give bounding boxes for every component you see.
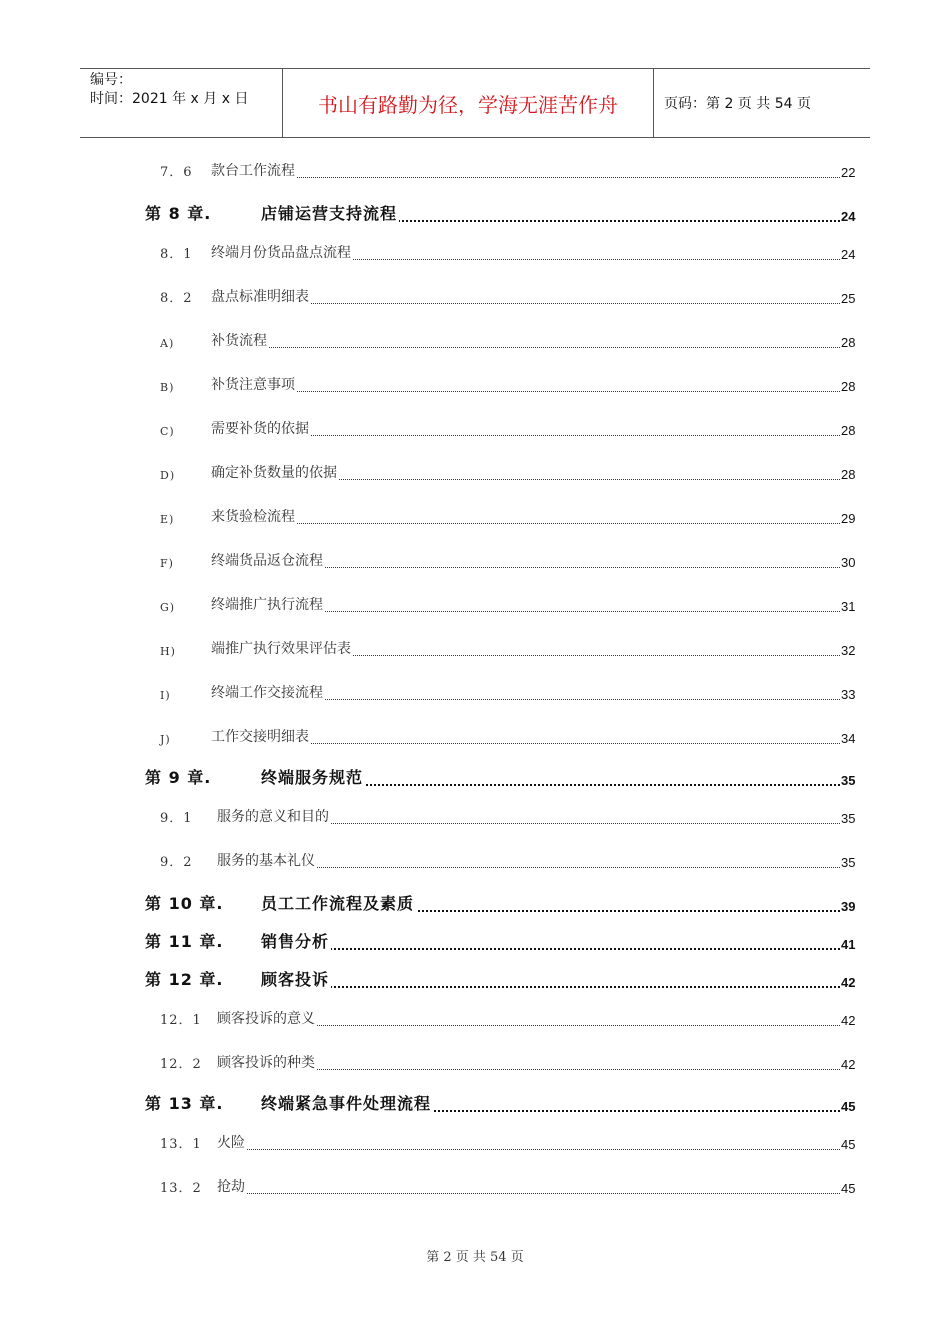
toc-entry-page: 28: [841, 423, 856, 438]
toc-entry-page: 35: [841, 855, 856, 870]
toc-entry-number: A): [160, 337, 175, 350]
page-footer: 第 2 页 共 54 页: [426, 1250, 524, 1265]
toc-entry-page: 33: [841, 687, 856, 702]
toc-entry-title: 补货流程: [211, 330, 269, 350]
toc-entry-page: 25: [841, 291, 856, 306]
toc-entry-title: 顾客投诉: [261, 967, 331, 990]
header-motto: 书山有路勤为径，学海无涯苦作舟: [282, 69, 654, 137]
toc-entry[interactable]: [0, 1176, 950, 1198]
toc-leader-dots: [211, 523, 840, 524]
toc-entry[interactable]: [0, 374, 950, 396]
toc-entry-title: 销售分析: [261, 929, 331, 952]
toc-entry-title: 端推广执行效果评估表: [211, 638, 353, 658]
toc-entry[interactable]: [0, 768, 950, 790]
toc-entry-number: 8．2: [160, 291, 193, 306]
toc-entry-page: 41: [841, 937, 856, 952]
toc-entry-page: 45: [841, 1137, 856, 1152]
toc-entry-page: 24: [841, 247, 856, 262]
toc-entry-title: 盘点标准明细表: [211, 286, 311, 306]
toc-entry-number: 9．1: [160, 811, 193, 826]
toc-entry-title: 店铺运营支持流程: [261, 201, 399, 224]
toc-entry-title: 终端月份货品盘点流程: [211, 242, 353, 262]
toc-entry-page: 35: [841, 773, 856, 788]
toc-entry[interactable]: [0, 242, 950, 264]
toc-leader-dots: [261, 986, 840, 988]
header-number-label: 编号：: [90, 72, 132, 88]
toc-entry-title: 终端推广执行流程: [211, 594, 325, 614]
toc-entry-title: 需要补货的依据: [211, 418, 311, 438]
toc-entry[interactable]: [0, 806, 950, 828]
toc-entry-title: 补货注意事项: [211, 374, 297, 394]
toc-entry-number: 13．1: [160, 1137, 202, 1152]
toc-entry-page: 31: [841, 599, 856, 614]
toc-entry-title: 工作交接明细表: [211, 726, 311, 746]
toc-entry-number: 8．1: [160, 247, 193, 262]
toc-entry-number: 12．2: [160, 1057, 202, 1072]
header-time-label: 时间：2021 年 x 月 x 日: [90, 91, 249, 107]
toc-entry-number: I): [160, 689, 171, 702]
toc-entry-title: 顾客投诉的种类: [217, 1052, 317, 1072]
toc-entry-number: F): [160, 557, 174, 570]
toc-entry-title: 终端货品返仓流程: [211, 550, 325, 570]
toc-entry-number: B): [160, 381, 175, 394]
toc-leader-dots: [217, 1149, 840, 1150]
toc-entry[interactable]: [0, 894, 950, 916]
toc-entry[interactable]: [0, 1132, 950, 1154]
toc-entry-page: 45: [841, 1181, 856, 1196]
toc-entry[interactable]: [0, 1052, 950, 1074]
toc-entry[interactable]: [0, 286, 950, 308]
toc-entry-number: C): [160, 425, 175, 438]
toc-entry[interactable]: [0, 594, 950, 616]
toc-leader-dots: [217, 1193, 840, 1194]
toc-entry[interactable]: [0, 638, 950, 660]
toc-leader-dots: [211, 391, 840, 392]
toc-leader-dots: [211, 177, 840, 178]
toc-entry[interactable]: [0, 418, 950, 440]
toc-entry-page: 45: [841, 1099, 856, 1114]
toc-entry-title: 确定补货数量的依据: [211, 462, 339, 482]
toc-entry[interactable]: [0, 682, 950, 704]
toc-leader-dots: [261, 948, 840, 950]
toc-entry-title: 服务的意义和目的: [217, 806, 331, 826]
toc-entry-number: 第 9 章.: [145, 768, 212, 787]
toc-entry-number: 9．2: [160, 855, 193, 870]
toc-entry-page: 30: [841, 555, 856, 570]
toc-entry-page: 24: [841, 209, 856, 224]
toc-entry-number: 第 13 章.: [145, 1094, 224, 1113]
toc-entry-number: J): [160, 733, 171, 746]
toc-entry-title: 火险: [217, 1132, 247, 1152]
toc-entry-number: D): [160, 469, 176, 482]
toc-entry-number: 13．2: [160, 1181, 202, 1196]
toc-entry-page: 42: [841, 1013, 856, 1028]
toc-entry-number: 12．1: [160, 1013, 202, 1028]
toc-entry-number: 第 12 章.: [145, 970, 224, 989]
toc-entry-number: 7．6: [160, 165, 193, 180]
toc-entry[interactable]: [0, 970, 950, 992]
toc-entry-title: 终端服务规范: [261, 765, 365, 788]
toc-entry[interactable]: [0, 160, 950, 182]
toc-entry-title: 抢劫: [217, 1176, 247, 1196]
toc-entry-number: 第 11 章.: [145, 932, 224, 951]
toc-entry[interactable]: [0, 932, 950, 954]
toc-entry-page: 42: [841, 975, 856, 990]
toc-entry[interactable]: [0, 550, 950, 572]
toc-entry-title: 终端紧急事件处理流程: [261, 1091, 433, 1114]
toc-entry[interactable]: [0, 462, 950, 484]
toc-entry-title: 服务的基本礼仪: [217, 850, 317, 870]
toc-entry-page: 32: [841, 643, 856, 658]
toc-entry[interactable]: [0, 506, 950, 528]
toc-entry-number: 第 8 章.: [145, 204, 212, 223]
toc-entry-title: 顾客投诉的意义: [217, 1008, 317, 1028]
toc-entry-page: 34: [841, 731, 856, 746]
toc-entry[interactable]: [0, 1094, 950, 1116]
toc-entry-number: E): [160, 513, 175, 526]
toc-entry-page: 42: [841, 1057, 856, 1072]
toc-entry-title: 来货验检流程: [211, 506, 297, 526]
toc-entry-number: 第 10 章.: [145, 894, 224, 913]
toc-entry[interactable]: [0, 330, 950, 352]
toc-entry-page: 35: [841, 811, 856, 826]
toc-entry-page: 29: [841, 511, 856, 526]
toc-entry-page: 28: [841, 379, 856, 394]
toc-entry-number: G): [160, 601, 176, 614]
toc-entry[interactable]: [0, 204, 950, 226]
toc-entry[interactable]: [0, 726, 950, 748]
toc-entry-title: 款台工作流程: [211, 160, 297, 180]
toc-entry-page: 28: [841, 335, 856, 350]
toc-entry[interactable]: [0, 1008, 950, 1030]
toc-entry-title: 员工工作流程及素质: [261, 891, 416, 914]
toc-entry[interactable]: [0, 850, 950, 872]
header-page-info: 页码：第 2 页 共 54 页: [664, 96, 811, 112]
toc-entry-number: H): [160, 645, 176, 658]
toc-entry-page: 22: [841, 165, 856, 180]
toc-entry-page: 28: [841, 467, 856, 482]
toc-entry-title: 终端工作交接流程: [211, 682, 325, 702]
toc-leader-dots: [211, 347, 840, 348]
toc-entry-page: 39: [841, 899, 856, 914]
